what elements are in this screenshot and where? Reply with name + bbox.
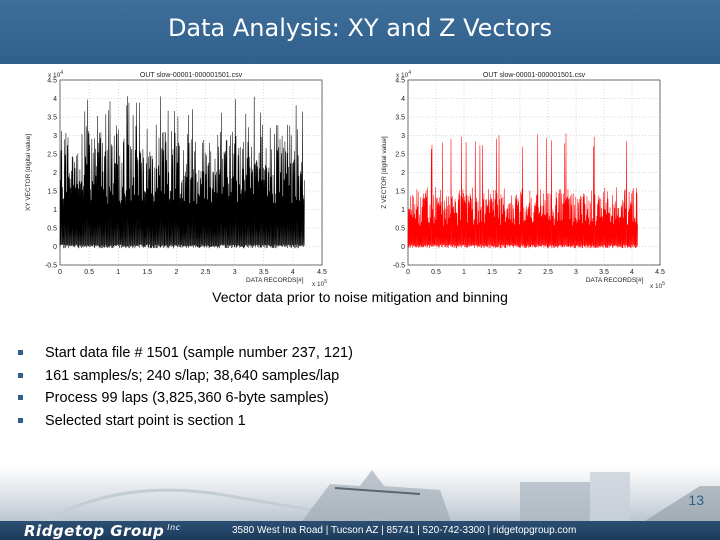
- chart-caption: Vector data prior to noise mitigation and binning: [212, 289, 508, 305]
- y-tick-label: 2: [401, 170, 405, 177]
- x-tick-label: 0: [58, 269, 62, 276]
- title-bar: [0, 0, 720, 64]
- y-tick-label: -0.5: [44, 262, 57, 270]
- y-tick-label: 3: [401, 133, 405, 140]
- x-multiplier-label: x $10^5$: [312, 279, 328, 288]
- y-tick-label: 2.5: [395, 151, 405, 159]
- z-vector-chart: [378, 68, 690, 290]
- x-multiplier-label: x $10^5$: [650, 281, 666, 290]
- bullet-list: [18, 342, 353, 432]
- x-tick-label: 1: [462, 269, 466, 276]
- chart-title: OUT slow-00001-000001501.csv: [139, 72, 243, 79]
- slide-title: Data Analysis: XY and Z Vectors: [167, 14, 553, 42]
- y-tick-label: 3.5: [395, 114, 405, 122]
- bullet-item: Process 99 laps (3,825,360 6-byte samples): [18, 387, 353, 410]
- bullet-item: 161 samples/s; 240 s/lap; 38,640 samples/lap: [18, 365, 353, 388]
- x-tick-label: 4: [290, 269, 295, 276]
- y-tick-label: 2: [53, 170, 57, 177]
- y-tick-label: 0: [53, 244, 57, 251]
- x-tick-label: 0: [406, 269, 410, 276]
- x-tick-label: 2.5: [543, 269, 553, 276]
- y-tick-label: 3.5: [47, 114, 57, 122]
- x-axis-label: DATA RECORDS[#]: [585, 277, 644, 284]
- x-tick-label: 0.5: [431, 269, 441, 276]
- xy-vector-chart: [20, 68, 350, 290]
- chart-title: OUT slow-00001-000001501.csv: [482, 72, 586, 79]
- y-tick-label: 4: [401, 96, 405, 103]
- company-logo: Ridgetop Group $^{Inc}$: [24, 522, 181, 540]
- x-tick-label: 4.5: [317, 269, 327, 276]
- bullet-item: Start data file # 1501 (sample number 237, 121): [18, 342, 353, 365]
- x-tick-label: 4: [630, 269, 634, 276]
- y-multiplier-label: x $10^4$: [396, 70, 412, 79]
- y-tick-label: 0.5: [395, 225, 405, 233]
- y-tick-label: 1: [53, 207, 57, 214]
- x-tick-label: 2: [518, 269, 522, 276]
- x-axis-label: DATA RECORDS[#]: [246, 277, 304, 284]
- x-tick-label: 0.5: [84, 269, 94, 276]
- x-tick-label: 1: [116, 269, 121, 276]
- y-axis-label: Z VECTOR [digital value]: [381, 136, 388, 209]
- page-number: 13: [688, 492, 704, 508]
- y-tick-label: 3: [53, 133, 57, 140]
- x-tick-label: 2: [174, 269, 179, 276]
- x-tick-label: 3: [232, 269, 237, 276]
- x-tick-label: 1.5: [142, 269, 153, 276]
- y-tick-label: 4: [53, 96, 57, 103]
- y-tick-label: 1.5: [395, 188, 405, 196]
- footer-address: 3580 West Ina Road | Tucson AZ | 85741 | 520-742-3300 | ridgetopgroup.com: [232, 525, 577, 536]
- x-tick-label: 2.5: [200, 269, 211, 276]
- y-tick-label: 0: [401, 244, 405, 251]
- x-tick-label: 3: [574, 269, 578, 276]
- bullet-marker-icon: [18, 395, 23, 400]
- footer-collage-image: [0, 466, 720, 524]
- y-tick-label: 4.5: [395, 77, 405, 85]
- bullet-item: Selected start point is section 1: [18, 410, 353, 433]
- y-tick-label: 0.5: [47, 225, 57, 233]
- y-tick-label: 2.5: [47, 151, 57, 159]
- x-tick-label: 3.5: [599, 269, 609, 276]
- footer-photo-strip: [0, 466, 720, 524]
- bullet-marker-icon: [18, 350, 23, 355]
- y-multiplier-label: x $10^4$: [48, 70, 64, 79]
- y-tick-label: 1.5: [47, 188, 57, 196]
- bullet-marker-icon: [18, 418, 23, 423]
- x-tick-label: 1.5: [487, 269, 497, 276]
- bullet-marker-icon: [18, 373, 23, 378]
- y-tick-label: 4.5: [47, 77, 57, 85]
- x-tick-label: 4.5: [655, 269, 665, 276]
- y-tick-label: 1: [401, 207, 405, 214]
- y-axis-label: XY VECTOR [digital value]: [25, 133, 32, 212]
- x-tick-label: 3.5: [258, 269, 269, 276]
- y-tick-label: -0.5: [392, 262, 405, 270]
